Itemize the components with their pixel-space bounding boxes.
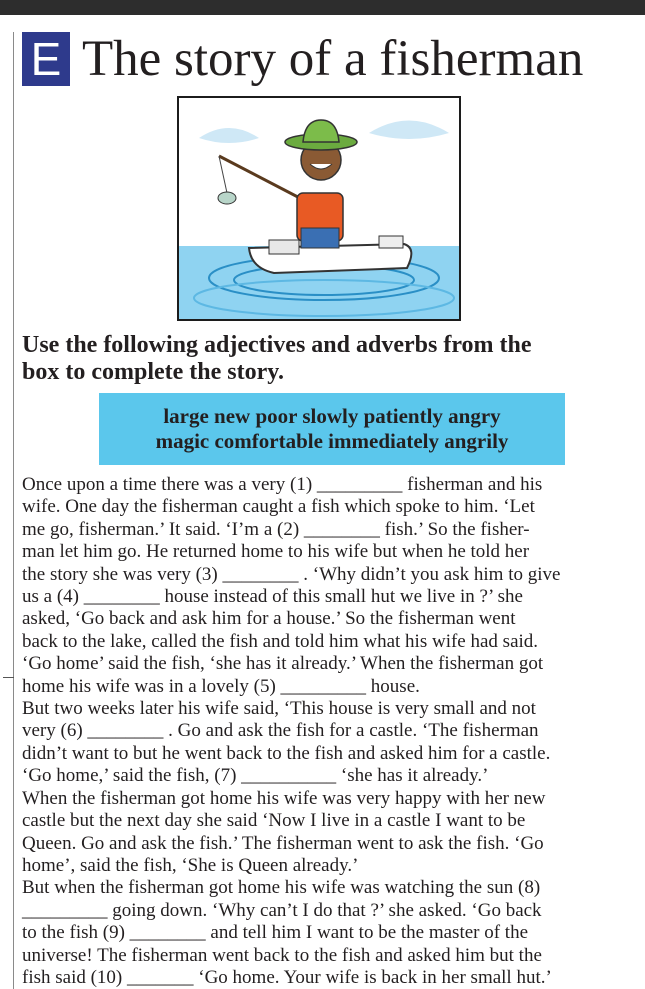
- story-line: asked, ‘Go back and ask him for a house.’ So the fisherman went: [22, 608, 516, 630]
- story-line: castle but the next day she said ‘Now I live in a castle I want to be: [22, 810, 526, 832]
- section-header: [22, 30, 583, 88]
- word-box-line: large new poor slowly patiently angry: [163, 404, 501, 428]
- story-line: But when the fisherman got home his wife was watching the sun (8): [22, 877, 541, 899]
- page-title: The story of a fisherman: [82, 31, 584, 87]
- story-line: home his wife was in a lovely (5) _________ house.: [22, 675, 420, 697]
- top-bar: [0, 0, 645, 15]
- instruction-line: box to complete the story.: [22, 359, 284, 385]
- story-line: Once upon a time there was a very (1) _________ fisherman and his: [22, 474, 543, 495]
- word-box: [99, 393, 565, 465]
- story-line: very (6) ________ . Go and ask the fish for a castle. ‘The fisherman: [22, 720, 539, 742]
- story-line: to the fish (9) ________ and tell him I want to be the master of the: [22, 922, 529, 944]
- fisherman-in-boat-illustration: [177, 96, 461, 321]
- story-line: didn’t want to but he went back to the fish and asked him for a castle.: [22, 742, 551, 764]
- story-line: me go, fisherman.’ It said. ‘I’m a (2) ________ fish.’ So the fisher-: [22, 518, 530, 540]
- story-line: ‘Go home,’ said the fish, (7) __________ ‘she has it already.’: [22, 765, 489, 787]
- story-line: But two weeks later his wife said, ‘This house is very small and not: [22, 698, 536, 720]
- word-box-line: magic comfortable immediately angrily: [155, 429, 509, 453]
- margin-tick: [3, 677, 14, 678]
- section-letter-badge: E: [22, 32, 70, 86]
- story-line: When the fisherman got home his wife was very happy with her new: [22, 787, 546, 809]
- story-line: us a (4) ________ house instead of this small hut we live in ?’ she: [22, 586, 523, 608]
- story-line: _________ going down. ‘Why can’t I do that ?’ she asked. ‘Go back: [22, 899, 542, 921]
- story-line: fish said (10) _______ ‘Go home. Your wife is back in her small hut.’: [22, 966, 552, 988]
- story-line: Queen. Go and ask the fish.’ The fisherman went to ask the fish. ‘Go: [22, 832, 544, 854]
- story-line: man let him go. He returned home to his wife but when he told her: [22, 541, 530, 563]
- left-margin-rule: [13, 32, 14, 989]
- story-line: home’, said the fish, ‘She is Queen already.’: [22, 854, 359, 876]
- story-line: wife. One day the fisherman caught a fish which spoke to him. ‘Let: [22, 496, 535, 518]
- story-line: back to the lake, called the fish and told him what his wife had said.: [22, 630, 539, 652]
- story-line: the story she was very (3) ________ . ‘Why didn’t you ask him to give: [22, 563, 561, 585]
- instruction-text: [22, 332, 632, 386]
- story-line: ‘Go home’ said the fish, ‘she has it already.’ When the fisherman got: [22, 653, 544, 675]
- story-line: universe! The fisherman went back to the fish and asked him but the: [22, 944, 542, 966]
- instruction-line: Use the following adjectives and adverbs from the: [22, 332, 532, 358]
- story-text: [22, 474, 642, 989]
